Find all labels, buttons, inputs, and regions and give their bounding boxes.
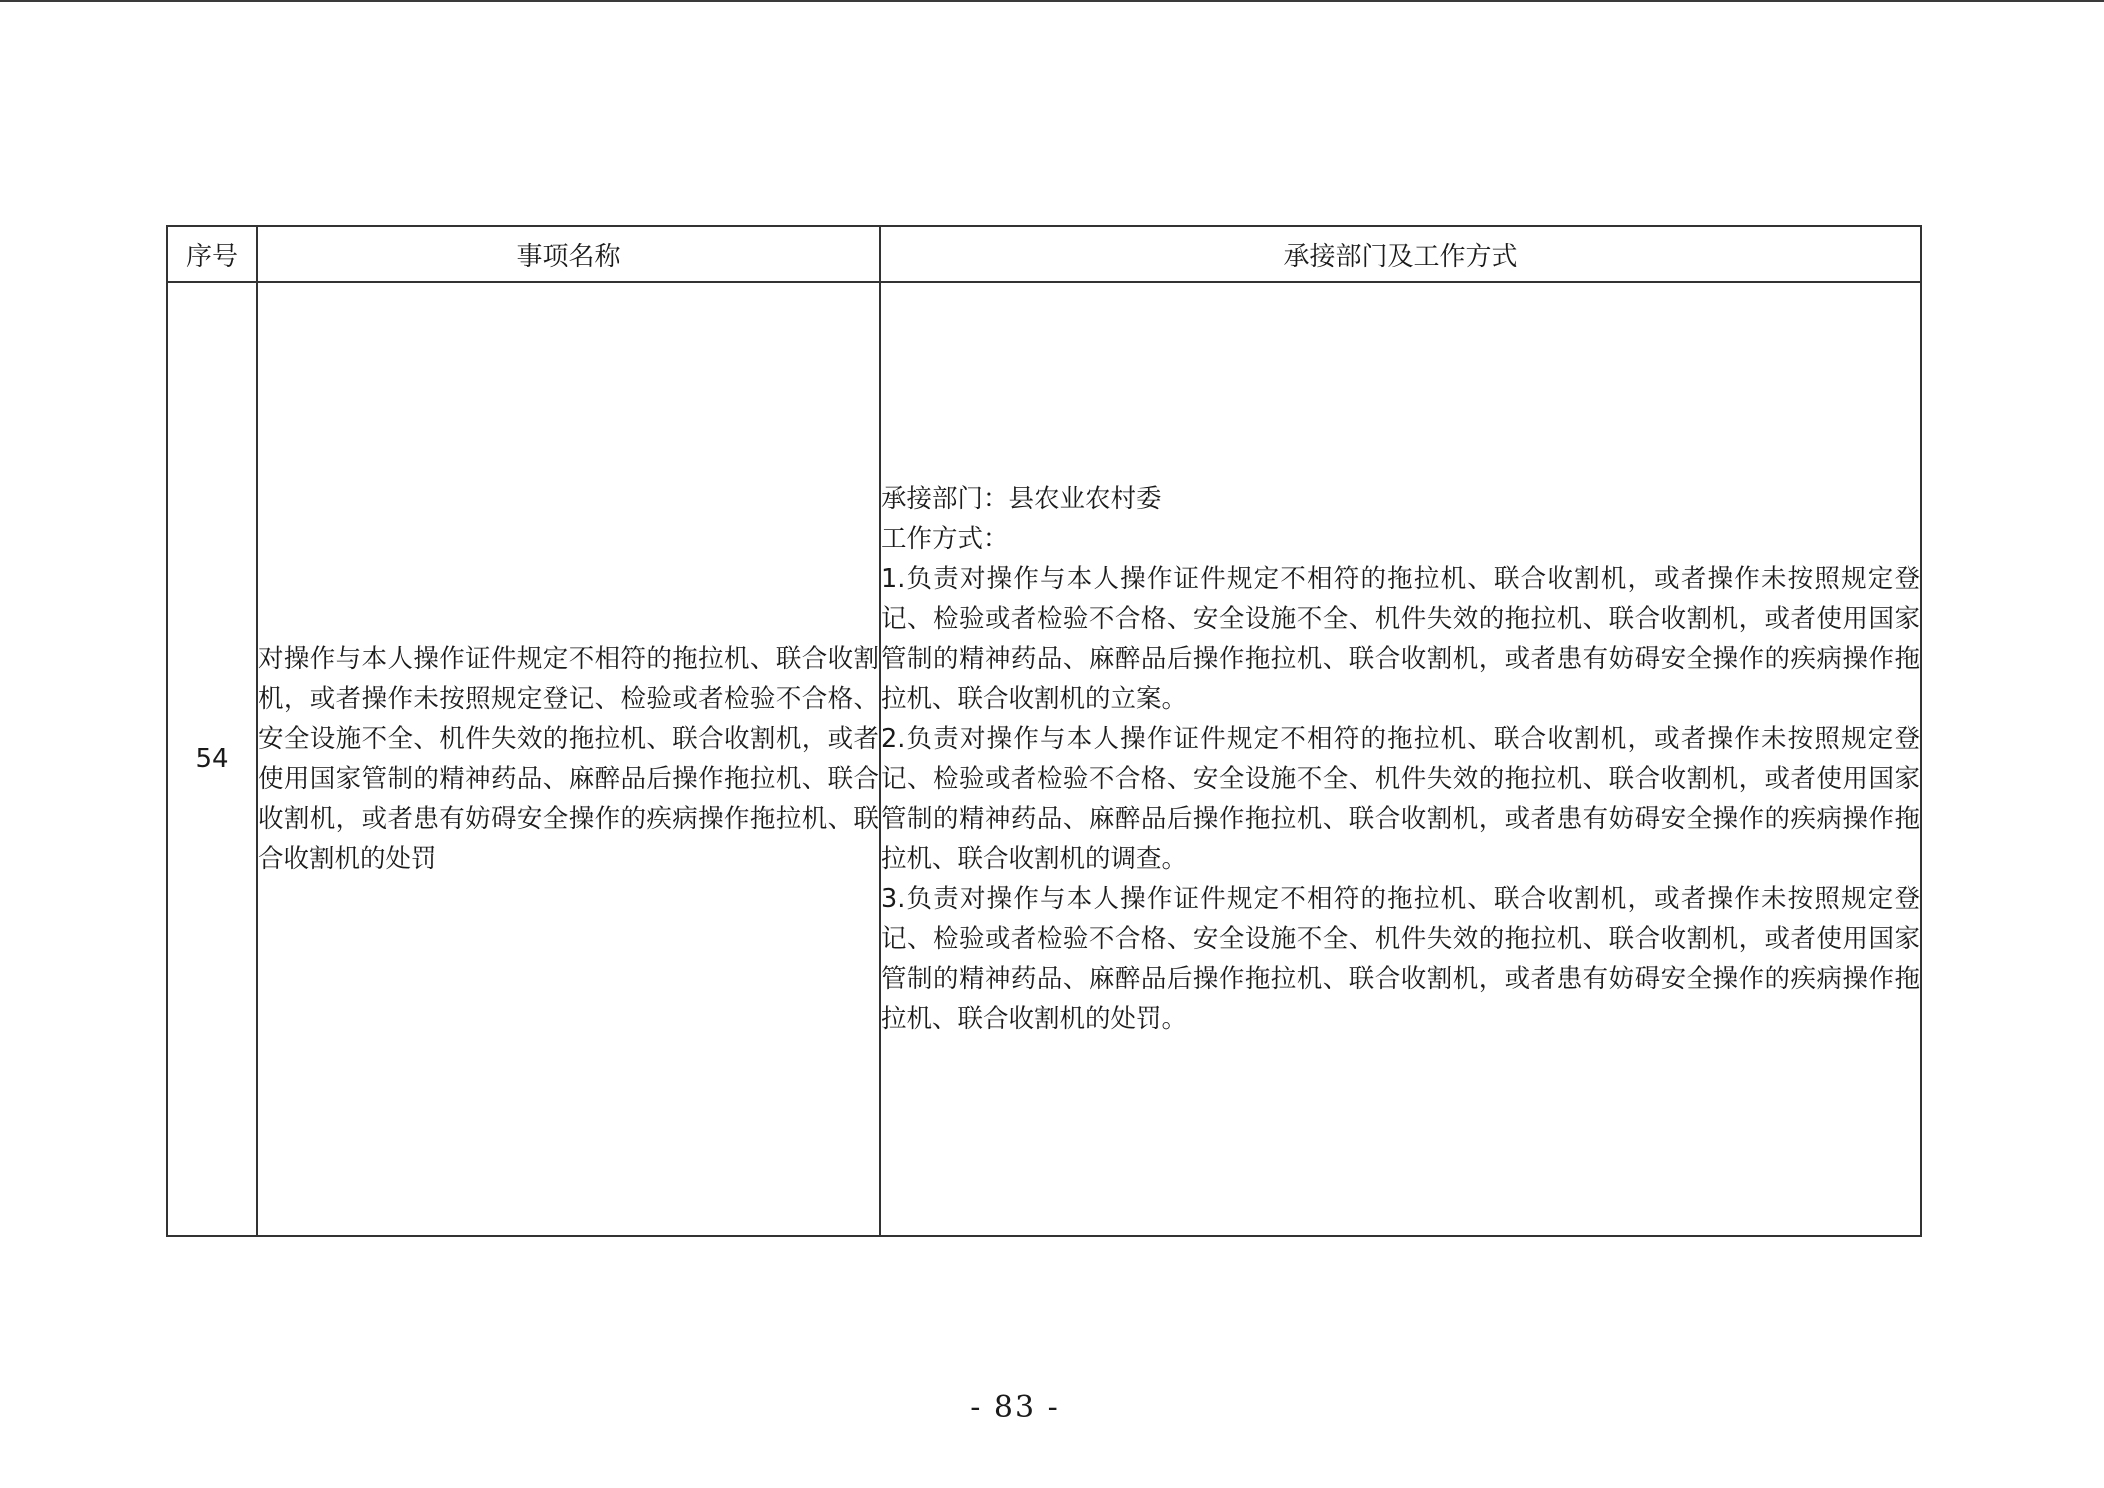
item-name-cell: 对操作与本人操作证件规定不相符的拖拉机、联合收割机，或者操作未按照规定登记、检验或者检验不合格、安全设施不全、机件失效的拖拉机、联合收割机，或者使用国家管制的精神药品、麻醉品后操作拖拉机、联合收割机，或者患有妨碍安全操作的疾病操作拖拉机、联合收割机的处罚 — [257, 282, 880, 1236]
table-row — [167, 282, 1921, 1236]
page-number: - 83 - — [970, 1390, 1060, 1425]
header-serial-number: 序号 — [167, 226, 257, 282]
duty-text: 负责对操作与本人操作证件规定不相符的拖拉机、联合收割机，或者操作未按照规定登记、检验或者检验不合格、安全设施不全、机件失效的拖拉机、联合收割机，或者使用国家管制的精神药品、麻醉品后操作拖拉机、联合收割机，或者患有妨碍安全操作的疾病操作拖拉机、联合收割机的处罚。 — [881, 884, 1920, 1034]
method-label: 工作方式： — [881, 524, 1009, 554]
duty-number: 1. — [881, 564, 906, 594]
duty-number: 2. — [881, 724, 906, 754]
items-table-container — [166, 225, 1920, 1237]
duty-number: 3. — [881, 884, 906, 914]
duty-item — [881, 559, 1920, 719]
department-line: 承接部门：县农业农村委 — [881, 484, 1162, 514]
duty-text: 负责对操作与本人操作证件规定不相符的拖拉机、联合收割机，或者操作未按照规定登记、检验或者检验不合格、安全设施不全、机件失效的拖拉机、联合收割机，或者使用国家管制的精神药品、麻醉品后操作拖拉机、联合收割机，或者患有妨碍安全操作的疾病操作拖拉机、联合收割机的立案。 — [881, 564, 1920, 714]
duty-item — [881, 719, 1920, 879]
items-table — [166, 225, 1922, 1237]
top-border-line — [0, 0, 2104, 2]
serial-number-cell: 54 — [167, 282, 257, 1236]
duty-text: 负责对操作与本人操作证件规定不相符的拖拉机、联合收割机，或者操作未按照规定登记、检验或者检验不合格、安全设施不全、机件失效的拖拉机、联合收割机，或者使用国家管制的精神药品、麻醉品后操作拖拉机、联合收割机，或者患有妨碍安全操作的疾病操作拖拉机、联合收割机的调查。 — [881, 724, 1920, 874]
duty-item — [881, 879, 1920, 1039]
department-method-cell — [880, 282, 1921, 1236]
table-header-row — [167, 226, 1921, 282]
header-item-name: 事项名称 — [257, 226, 880, 282]
header-department-method: 承接部门及工作方式 — [880, 226, 1921, 282]
